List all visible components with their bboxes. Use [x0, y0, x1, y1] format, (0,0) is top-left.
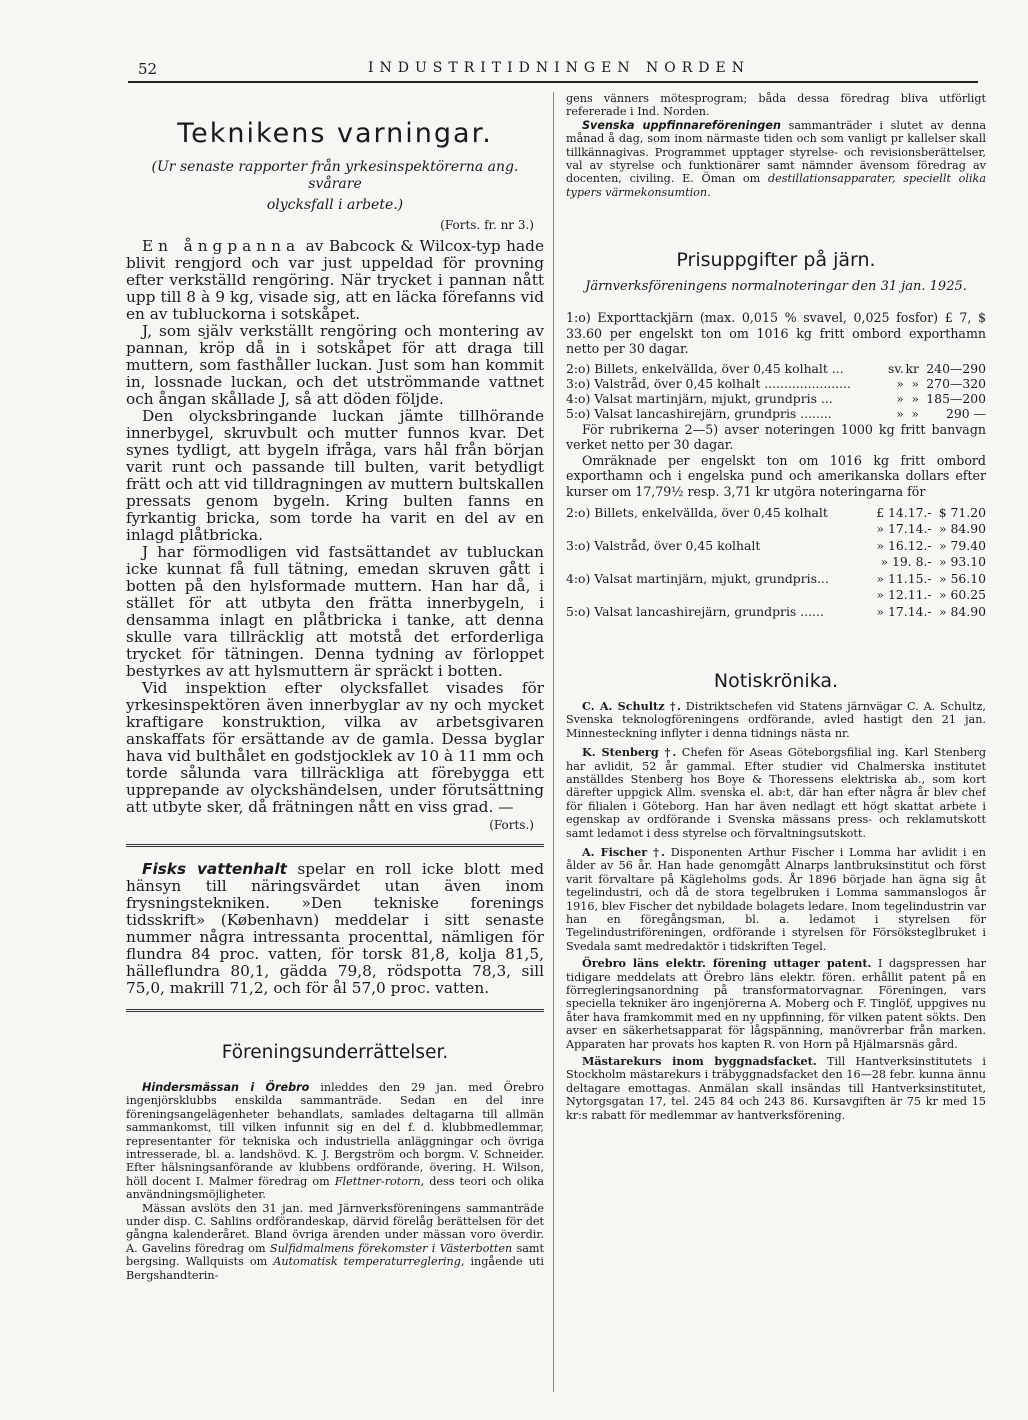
foreningar-cite-2: Sulfidmalmens förekomster i Västerbotten: [269, 1241, 513, 1255]
row-gbp: » 17.14.-: [876, 603, 932, 619]
notis-text: I dagspressen har tidigare meddelats att Örebro läns elektr. fören. erhållit patent på en förregleringsanordning på transformatorvagnar. Föreningen, vars speciella tekniker äro ingenjörerna A. Moberg och F. Tinglöf, uppgives nu åter hava framkommit med en ny uppfinning, för vilken patent sökts. Den avser en säkerhetsapparat för lågspänning, manövrerbar från marken. Apparaten har provats hos kapten R. von Horn på Hjälmarsnäs gård.: [566, 957, 986, 1051]
continued-paragraph: gens vänners mötesprogram; båda dessa föredrag bliva utförligt refererade i Ind. Norden.: [566, 92, 986, 119]
table-row: [566, 587, 986, 603]
table-row: [566, 521, 986, 537]
row-price: 240—290: [926, 360, 986, 376]
article-title: Teknikens varningar.: [177, 118, 493, 149]
row-usd: » 93.10: [939, 554, 986, 570]
article-paragraph-1: [126, 238, 544, 323]
pris-note-1: För rubrikerna 2—5) avser noteringen 1000 kg fritt banvagn verket netto per 30 dagar.: [566, 421, 986, 453]
row-label: 2:o) Billets, enkelvällda, över 0,45 kolhalt: [566, 505, 828, 521]
notis-name: K. Stenberg †.: [582, 745, 677, 760]
row-currency: »: [911, 406, 919, 422]
foreningar-paragraph-1: [126, 1081, 544, 1202]
article-paragraph-2: J, som själv verkställt rengöring och montering av pannan, kröp då in i sotskåpet för att draga till muttern, som fasthåller luckan. Just som han kommit in, lossnade luckan, och det utströmmande vattnet och ångan skållade J, så att döden följde.: [126, 322, 544, 408]
notis-mastarekurs: [566, 1055, 986, 1122]
notis-stenberg: [566, 746, 986, 840]
row-label: [566, 587, 868, 603]
article-paragraph-4: J har förmodligen vid fastsättandet av tubluckan icke kunnat få full tätning, emedan skruven gått i botten på den hylsformade muttern. Han har då, i stället för att utbyta den frätta innerbygeln, i densamma inlagt en plåtbricka i tanke, att denna skulle vara tillräcklig att motstå det erforderliga trycket för tätningen. Denna tydning av förloppet bestyrkes av att hylsmuttern är spräckt i botten.: [126, 543, 544, 680]
table-row: [566, 391, 986, 406]
foreningar-cite-3: Automatisk temperaturreglering,: [273, 1255, 465, 1269]
fisk-lead: Fisks vattenhalt: [142, 860, 287, 878]
table-row: [566, 538, 986, 554]
svenska-lead: Svenska uppfinnareföreningen: [582, 118, 781, 132]
continued-note: (Forts. fr. nr 3.): [440, 218, 534, 232]
pris-table-kr: [566, 361, 986, 422]
notis-text: Chefen för Aseas Göteborgsfilial ing. Karl Stenberg har avlidit, 52 år gammal. Efter studier vid Chalmerska institutet anställdes Stenberg hos Boye & Thoressens elektriska ab., som kort därefter uppgick Allm. svenska el. ab:t, där han efter några år blev chef för filialen i Göteborg. Han har även nedlagt ett högt skattat arbete i egenskap av ordförande i Svenska mässans press- och reklamutskott samt ledamot i dess styrelse och förvaltningsutskott.: [566, 746, 986, 840]
notis-text: Till Hantverksinstitutets i Stockholm mästarekurs i träbyggnadsfacket den 16—28 febr. kunna ännu deltagare emottagas. Anmälan skall insändas till Hantverksinstitutet, Nytorgsgatan 17, tel. 245 84 och 243 86. Kursavgiften är 75 kr med 15 kr:s rabatt för medlemmar av hantverksförening.: [566, 1055, 986, 1122]
table-row: [566, 505, 986, 521]
row-unit: »: [896, 391, 904, 407]
row-gbp: » 11.15.-: [876, 570, 932, 586]
row-price: 290 —: [946, 406, 986, 422]
notis-schultz: [566, 700, 986, 740]
notis-name: C. A. Schultz †.: [582, 698, 681, 713]
row-label: 3:o) Valstråd, över 0,45 kolhalt ......................: [566, 375, 851, 391]
header-rule: [128, 81, 978, 83]
row-label: 4:o) Valsat martinjärn, mjukt, grundpris ...: [566, 391, 833, 407]
row-gbp: £ 14.17.-: [876, 505, 932, 521]
notis-name: Örebro läns elektr. förening uttager patent.: [582, 956, 872, 971]
row-unit: sv.: [887, 360, 904, 376]
right-column: [566, 92, 986, 1412]
running-title: INDUSTRITIDNINGEN NORDEN: [368, 60, 750, 76]
article-paragraph-5: Vid inspektion efter olycksfallet visades för yrkesinspektören även innerbyglar av ny och mycket kraftigare konstruktion, vilka av arbetsgivaren anskaffats för ersättande av de gamla. Dessa byglar hava vid bulthålet en godstjocklek av 10 à 11 mm och torde sålunda vara tillräckliga att förebygga ett upprepande av olyckshändelsen, under förutsättning att utbyte sker, då frätningen nått en viss grad. —: [126, 679, 544, 816]
row-currency: kr: [905, 360, 919, 376]
article-subtitle-line-2: olycksfall i arbete.): [266, 197, 404, 213]
row-currency: »: [911, 391, 919, 407]
row-label: 4:o) Valsat martinjärn, mjukt, grundpris...: [566, 570, 829, 586]
notis-text: Distriktschefen vid Statens järnvägar C. A. Schultz, Svenska teknologföreningens ordförande, avled hastigt den 21 jan. Minnesteckning inflyter i denna tidnings nästa nr.: [566, 699, 986, 740]
foreningar-text-4: samt bergsing. Wallquists om: [126, 1241, 544, 1269]
forts-note: (Forts.): [489, 818, 534, 832]
foreningar-text-5: ingående uti Bergshandterin-: [126, 1255, 544, 1282]
pris-item-1: 1:o) Exporttackjärn (max. 0,015 % svavel, 0,025 fosfor) £ 7, $ 33.60 per engelskt ton om 1016 kg fritt ombord exporthamn netto per 30 dagar.: [566, 310, 986, 357]
row-usd: » 60.25: [939, 587, 986, 603]
row-label: 2:o) Billets, enkelvällda, över 0,45 kolhalt ...: [566, 360, 844, 376]
foreningar-text-3: Mässan avslöts den 31 jan. med Järnverksföreningens sammanträde under disp. C. Sahlins ordförandeskap, därvid förelåg berättelsen för det gångna kalenderåret. Bland övriga ärenden under mässan voro överdir. A. Gavelins föredrag om: [126, 1201, 544, 1255]
row-unit: »: [896, 375, 904, 391]
article-lead-words: En ångpanna: [142, 237, 301, 255]
page-number: 52: [138, 60, 158, 78]
svenska-paragraph: [566, 119, 986, 199]
svenska-text: sammanträder i slutet av denna månad å dag, som inom närmaste tiden och som vanligt pr kallelser skall tillkännagivas. Programmet upptager styrelse- och revisionsberättelser, val av styrelse och funktionärer samt nämnder ävensom föredrag av docenten, civiling. E. Öman om: [566, 118, 986, 186]
table-row: [566, 376, 986, 391]
row-label: 3:o) Valstråd, över 0,45 kolhalt: [566, 537, 761, 553]
foreningar-cite-1: Flettner-rotorn,: [334, 1174, 425, 1188]
notis-fischer: [566, 846, 986, 953]
notis-text: Disponenten Arthur Fischer i Lomma har avlidit i en ålder av 56 år. Han hade genomgått Alnarps lantbruksinstitut och först varit förvaltare på Kägleholms gods. År 1896 började han ägna sig åt tegelindustri, och då de stora tegelbruken i Lomma sammanslogos år 1916, blev Fischer det nybildade bolagets ledare. Inom tegelindustrin var han en föregångsman, bl. a. ledamot i styrelsen för Tegelindustriföreningen, ordförande i styrelsen för Försöksteglbruket i Svedala samt medredaktör i tidskriften Tegel.: [566, 845, 986, 953]
svenska-cite: destillationsapparater, speciellt olika typers värmekonsumtion.: [566, 172, 986, 199]
table-row: [566, 604, 986, 620]
row-label: 5:o) Valsat lancashirejärn, grundpris ........: [566, 406, 832, 422]
row-gbp: » 17.14.-: [876, 521, 932, 537]
notis-name: Mästarekurs inom byggnadsfacket.: [582, 1054, 817, 1069]
foreningar-title: Föreningsunderrättelser.: [221, 1042, 449, 1063]
row-usd: » 84.90: [939, 603, 986, 619]
foreningar-text-2: dess teori och olika användningsmöjligheter.: [126, 1174, 544, 1202]
notis-title: Notiskrönika.: [713, 669, 839, 692]
row-currency: »: [911, 375, 919, 391]
notis-orebro: [566, 957, 986, 1051]
row-label: [566, 521, 868, 537]
row-usd: » 84.90: [939, 521, 986, 537]
column-divider: [553, 92, 554, 1392]
article-paragraph-3: Den olycksbringande luckan jämte tillhörande innerbygel, skruvbult och mutter funnos kvar. Det synes tydligt, att bygeln ifråga, vars hål från början varit runt och passande till bulten, varit betydligt frätt och att vid tilldragningen av muttern bultskallen pressats genom bygeln. Kring bulten fanns en fyrkantig bricka, som torde ha varit en del av en inlagd plåtbricka.: [126, 407, 544, 544]
fisk-paragraph: [126, 861, 544, 997]
table-row: [566, 361, 986, 376]
row-usd: $ 71.20: [938, 505, 986, 521]
foreningar-paragraph-2: [126, 1202, 544, 1282]
row-price: 270—320: [926, 375, 986, 391]
row-label: 5:o) Valsat lancashirejärn, grundpris ......: [566, 603, 824, 619]
table-row: [566, 571, 986, 587]
pris-subtitle: Järnverksföreningens normalnoteringar den 31 jan. 1925.: [585, 279, 967, 295]
left-column: [126, 92, 544, 1412]
row-price: 185—200: [926, 391, 986, 407]
table-row: [566, 554, 986, 570]
row-gbp: » 16.12.-: [876, 537, 932, 553]
pris-note-2: Omräknade per engelskt ton om 1016 kg fritt ombord exporthamn och i engelska pund och amerikanska dollars efter kurser om 17,79½ resp. 3,71 kr utgöra noteringarna för: [566, 452, 986, 499]
article-paragraph-1-text: av Babcock & Wilcox-typ hade blivit rengjord och var just uppeldad för provning efter verkställd rengöring. När trycket i pannan nått upp till 8 à 9 kg, visade sig, att en läcka förefanns vid en av tubluckorna i sotskåpet.: [126, 237, 544, 323]
row-gbp: » 12.11.-: [876, 587, 932, 603]
row-unit: »: [896, 406, 904, 422]
fisk-text: spelar en roll icke blott med hänsyn till näringsvärdet utan även inom frysningstekniken. »Den tekniske forenings tidsskrift» (København) meddelar i sitt senaste nummer några intressanta procenttal, nämligen för flundra 84 proc. vatten, för torsk 81,8, kolja 81,5, hälleflundra 80,1, gädda 79,8, rödspotta 78,3, sill 75,0, makrill 71,2, och för ål 57,0 proc. vatten.: [126, 860, 544, 997]
table-row: [566, 406, 986, 421]
foreningar-lead: Hindersmässan i Örebro: [142, 1081, 310, 1094]
foreningar-text-1: inleddes den 29 jan. med Örebro ingenjörsklubbs enskilda sammanträde. Sedan en del inre föreningsangelägenheter behandlats, samlades deltagarna till allmän sammankomst, till vilken infunnit sig en del f. d. klubbmedlemmar, representanter för tekniska och industriella anläggningar och övriga intresserade, bl. a. landshövd. K. J. Bergström och borgm. V. Schneider. Efter hälsningsanförande av klubbens ordförande, övering. H. Wilson, höll docent I. Malmer föredrag om: [126, 1081, 544, 1188]
article-subtitle-line-1: (Ur senaste rapporter från yrkesinspektörerna ang. svårare: [151, 159, 519, 192]
row-label: [566, 554, 868, 570]
row-usd: » 79.40: [939, 537, 986, 553]
notis-name: A. Fischer †.: [582, 844, 666, 859]
section-double-rule: [126, 844, 544, 847]
section-double-rule-2: [126, 1009, 544, 1012]
row-gbp: » 19. 8.-: [880, 554, 932, 570]
pris-table-fx: [566, 505, 986, 620]
row-usd: » 56.10: [939, 570, 986, 586]
pris-title: Prisuppgifter på järn.: [676, 249, 876, 272]
